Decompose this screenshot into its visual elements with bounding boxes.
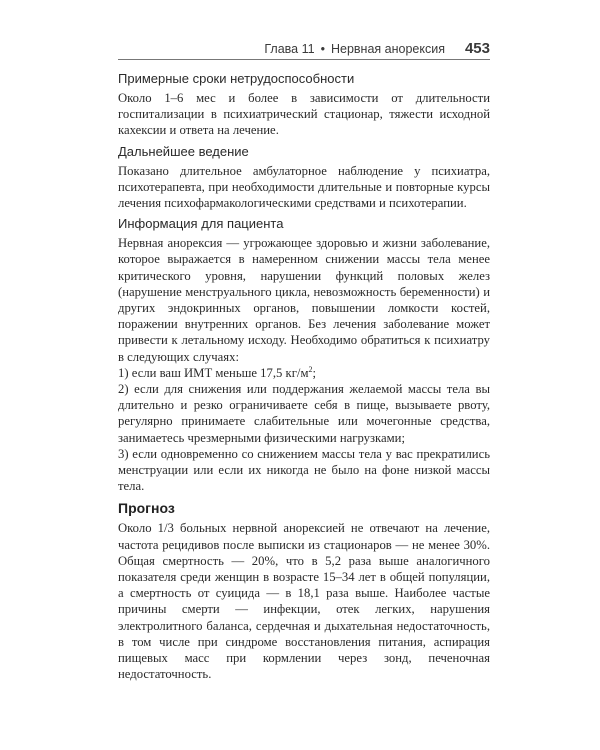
list-item-1-end: ;: [312, 365, 317, 380]
list-item-1: [118, 365, 490, 381]
heading-prognosis: Прогноз: [118, 500, 175, 517]
superscript-2: 2: [308, 364, 313, 374]
list-item-2: 2) если для снижения или поддержания желаемой массы тела вы длительно и резко ограничиваете себя в пище, вызываете рвоту, регулярно принимаете слабительные или мочегонные средства, занимаетесь чрезмерными физическими нагрузками;: [118, 382, 490, 445]
list-item-3: 3) если одновременно со снижением массы тела у вас прекратились менструации или если их никогда не было на фоне низкой массы тела.: [118, 446, 490, 494]
paragraph-prognosis: Около 1/3 больных нервной анорексией не отвечают на лечение, частота рецидивов после выписки из стационаров — не менее 30%. Общая смертность — 20%, что в 5,2 раза выше аналогичного показателя среди женщин в возрасте 15–34 лет в общей популяции, а смертность от суицида — в 18,1 раза выше. Наиболее частые причины смерти — инфекции, отек легких, нарушения электролитного баланса, сердечная и дыхательная недостаточность, в том числе при синдроме восстановления питания, аспирация пищевых масс при кормлении через зонд, печеночная недостаточность.: [118, 521, 490, 682]
running-head: [118, 40, 490, 58]
page-content: [118, 66, 490, 683]
subheading-disability: Примерные сроки нетрудоспособности: [118, 71, 355, 86]
chapter-label: Глава 11: [264, 42, 315, 56]
separator-bullet: •: [320, 42, 325, 56]
page-number: 453: [464, 40, 490, 57]
subheading-patient-info: Информация для пациента: [118, 216, 284, 232]
section-label: Нервная анорексия: [330, 42, 445, 56]
list-item-1-text: 1) если ваш ИМТ меньше 17,5 кг/м: [118, 365, 309, 380]
paragraph-patient-info: Нервная анорексия — угрожающее здоровью и жизни заболевание, которое выражается в намеренном снижении массы тела менее критического уровня, нарушении функций половых желез (нарушение менструального цикла, невозможность беременности) и других эндокринных органов, повышении ломкости костей, поражении внутренних органов. Без лечения заболевание может привести к летальному исходу. Необходимо обратиться к психиатру в следующих случаях:: [118, 236, 490, 364]
subheading-followup: Дальнейшее ведение: [118, 143, 249, 159]
paragraph-disability: Около 1–6 мес и более в зависимости от длительности госпитализации в психиатрический стационар, тяжести исходной кахексии и ответа на лечение.: [118, 91, 490, 138]
header-rule: [118, 59, 490, 60]
paragraph-followup: Показано длительное амбулаторное наблюдение у психиатра, психотерапевта, при необходимости длительные и повторные курсы лечения психофармакологическими средствами и психотерапии.: [118, 163, 490, 211]
